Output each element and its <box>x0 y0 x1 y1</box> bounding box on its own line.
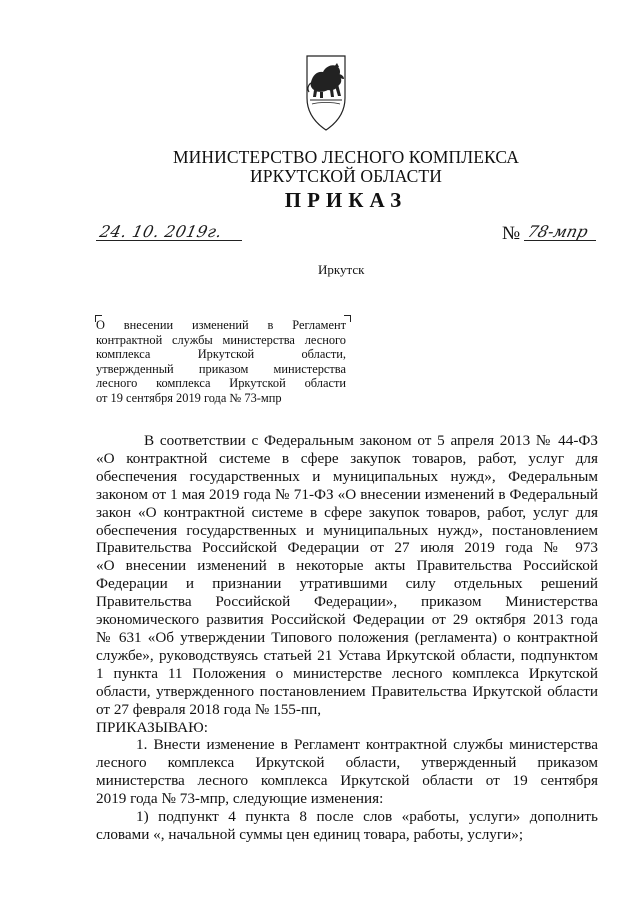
preamble-line: В соответствии с Федеральным законом от 5 апреля 2013 № 44-ФЗ <box>144 432 598 449</box>
number-sign: № <box>502 223 521 244</box>
order-subject <box>96 318 346 406</box>
order-title: ПРИКАЗ <box>284 188 408 212</box>
subject-line: О внесении изменений в Регламент <box>96 318 346 332</box>
subject-line: комплекса Иркутской области, <box>96 347 346 362</box>
preamble-line: законом от 1 мая 2019 года № 71-ФЗ «О внесении изменений в Федеральный <box>96 485 598 503</box>
item1-1-line: словами «, начальной суммы цен единиц товара, работы, услуги»; <box>96 825 524 843</box>
order-date: 24. 10. 2019г. <box>97 222 224 241</box>
ministry-name-line2: ИРКУТСКОЙ ОБЛАСТИ <box>250 166 442 186</box>
subject-line: утвержденный приказом министерства <box>96 361 346 376</box>
preamble-line: Правительства Российской Федерации», приказом Министерства <box>96 593 598 611</box>
subject-line: контрактной службы министерства лесного <box>96 332 346 347</box>
preamble-line: «О контрактной системе в сфере закупок товаров, работ, услуг для <box>96 449 598 467</box>
item1-line: 2019 года № 73-мпр, следующие изменения: <box>96 790 384 808</box>
subject-line: лесного комплекса Иркутской области <box>96 376 346 391</box>
preamble-line: экономического развития Российской Федерации от 29 октября 2013 года <box>96 611 598 629</box>
date-underline <box>96 240 242 241</box>
preamble-line: обеспечения государственных и муниципальных нужд», Федеральным <box>96 467 598 485</box>
order-number: 78-мпр <box>525 222 590 241</box>
item1-line: лесного комплекса Иркутской области, утвержденный приказом <box>96 754 598 772</box>
preamble-line: 1 пункта 11 Положения о министерстве лесного комплекса Иркутской <box>96 664 598 682</box>
city-name: Иркутск <box>318 262 365 277</box>
item1-1-line: 1) подпункт 4 пункта 8 после слов «работы, услуги» дополнить <box>136 808 598 826</box>
item1-line: 1. Внести изменение в Регламент контрактной службы министерства <box>136 736 598 754</box>
preamble-line: обеспечения государственных и муниципальных нужд», постановлением <box>96 521 598 539</box>
order-body <box>96 432 598 844</box>
preamble-line: области, утвержденного постановлением Правительства Иркутской области <box>96 682 598 700</box>
item1-line: министерства лесного комплекса Иркутской области от 19 сентября <box>96 772 598 790</box>
preamble-line: Федерации и признании утратившими силу отдельных решений <box>96 575 598 593</box>
subject-line: от 19 сентября 2019 года № 73-мпр <box>96 390 282 405</box>
preamble-line: № 631 «Об утверждении Типового положения (регламента) о контрактной <box>96 628 598 646</box>
order-word: ПРИКАЗЫВАЮ: <box>96 718 208 736</box>
ministry-name-line1: МИНИСТЕРСТВО ЛЕСНОГО КОМПЛЕКСА <box>172 147 520 167</box>
preamble-line: от 27 февраля 2018 года № 155-пп, <box>96 700 322 718</box>
preamble-line: службе», руководствуясь статьей 21 Устава Иркутской области, подпунктом <box>96 646 598 664</box>
preamble-line: Правительства Российской Федерации от 27 июля 2019 года № 973 <box>96 539 598 557</box>
preamble-line: «О внесении изменений в некоторые акты Правительства Российской <box>96 557 598 575</box>
number-underline <box>524 240 596 241</box>
preamble-line: закон «О контрактной системе в сфере закупок товаров, работ, услуг для <box>96 503 598 521</box>
irkutsk-coat-of-arms-icon <box>304 52 348 134</box>
